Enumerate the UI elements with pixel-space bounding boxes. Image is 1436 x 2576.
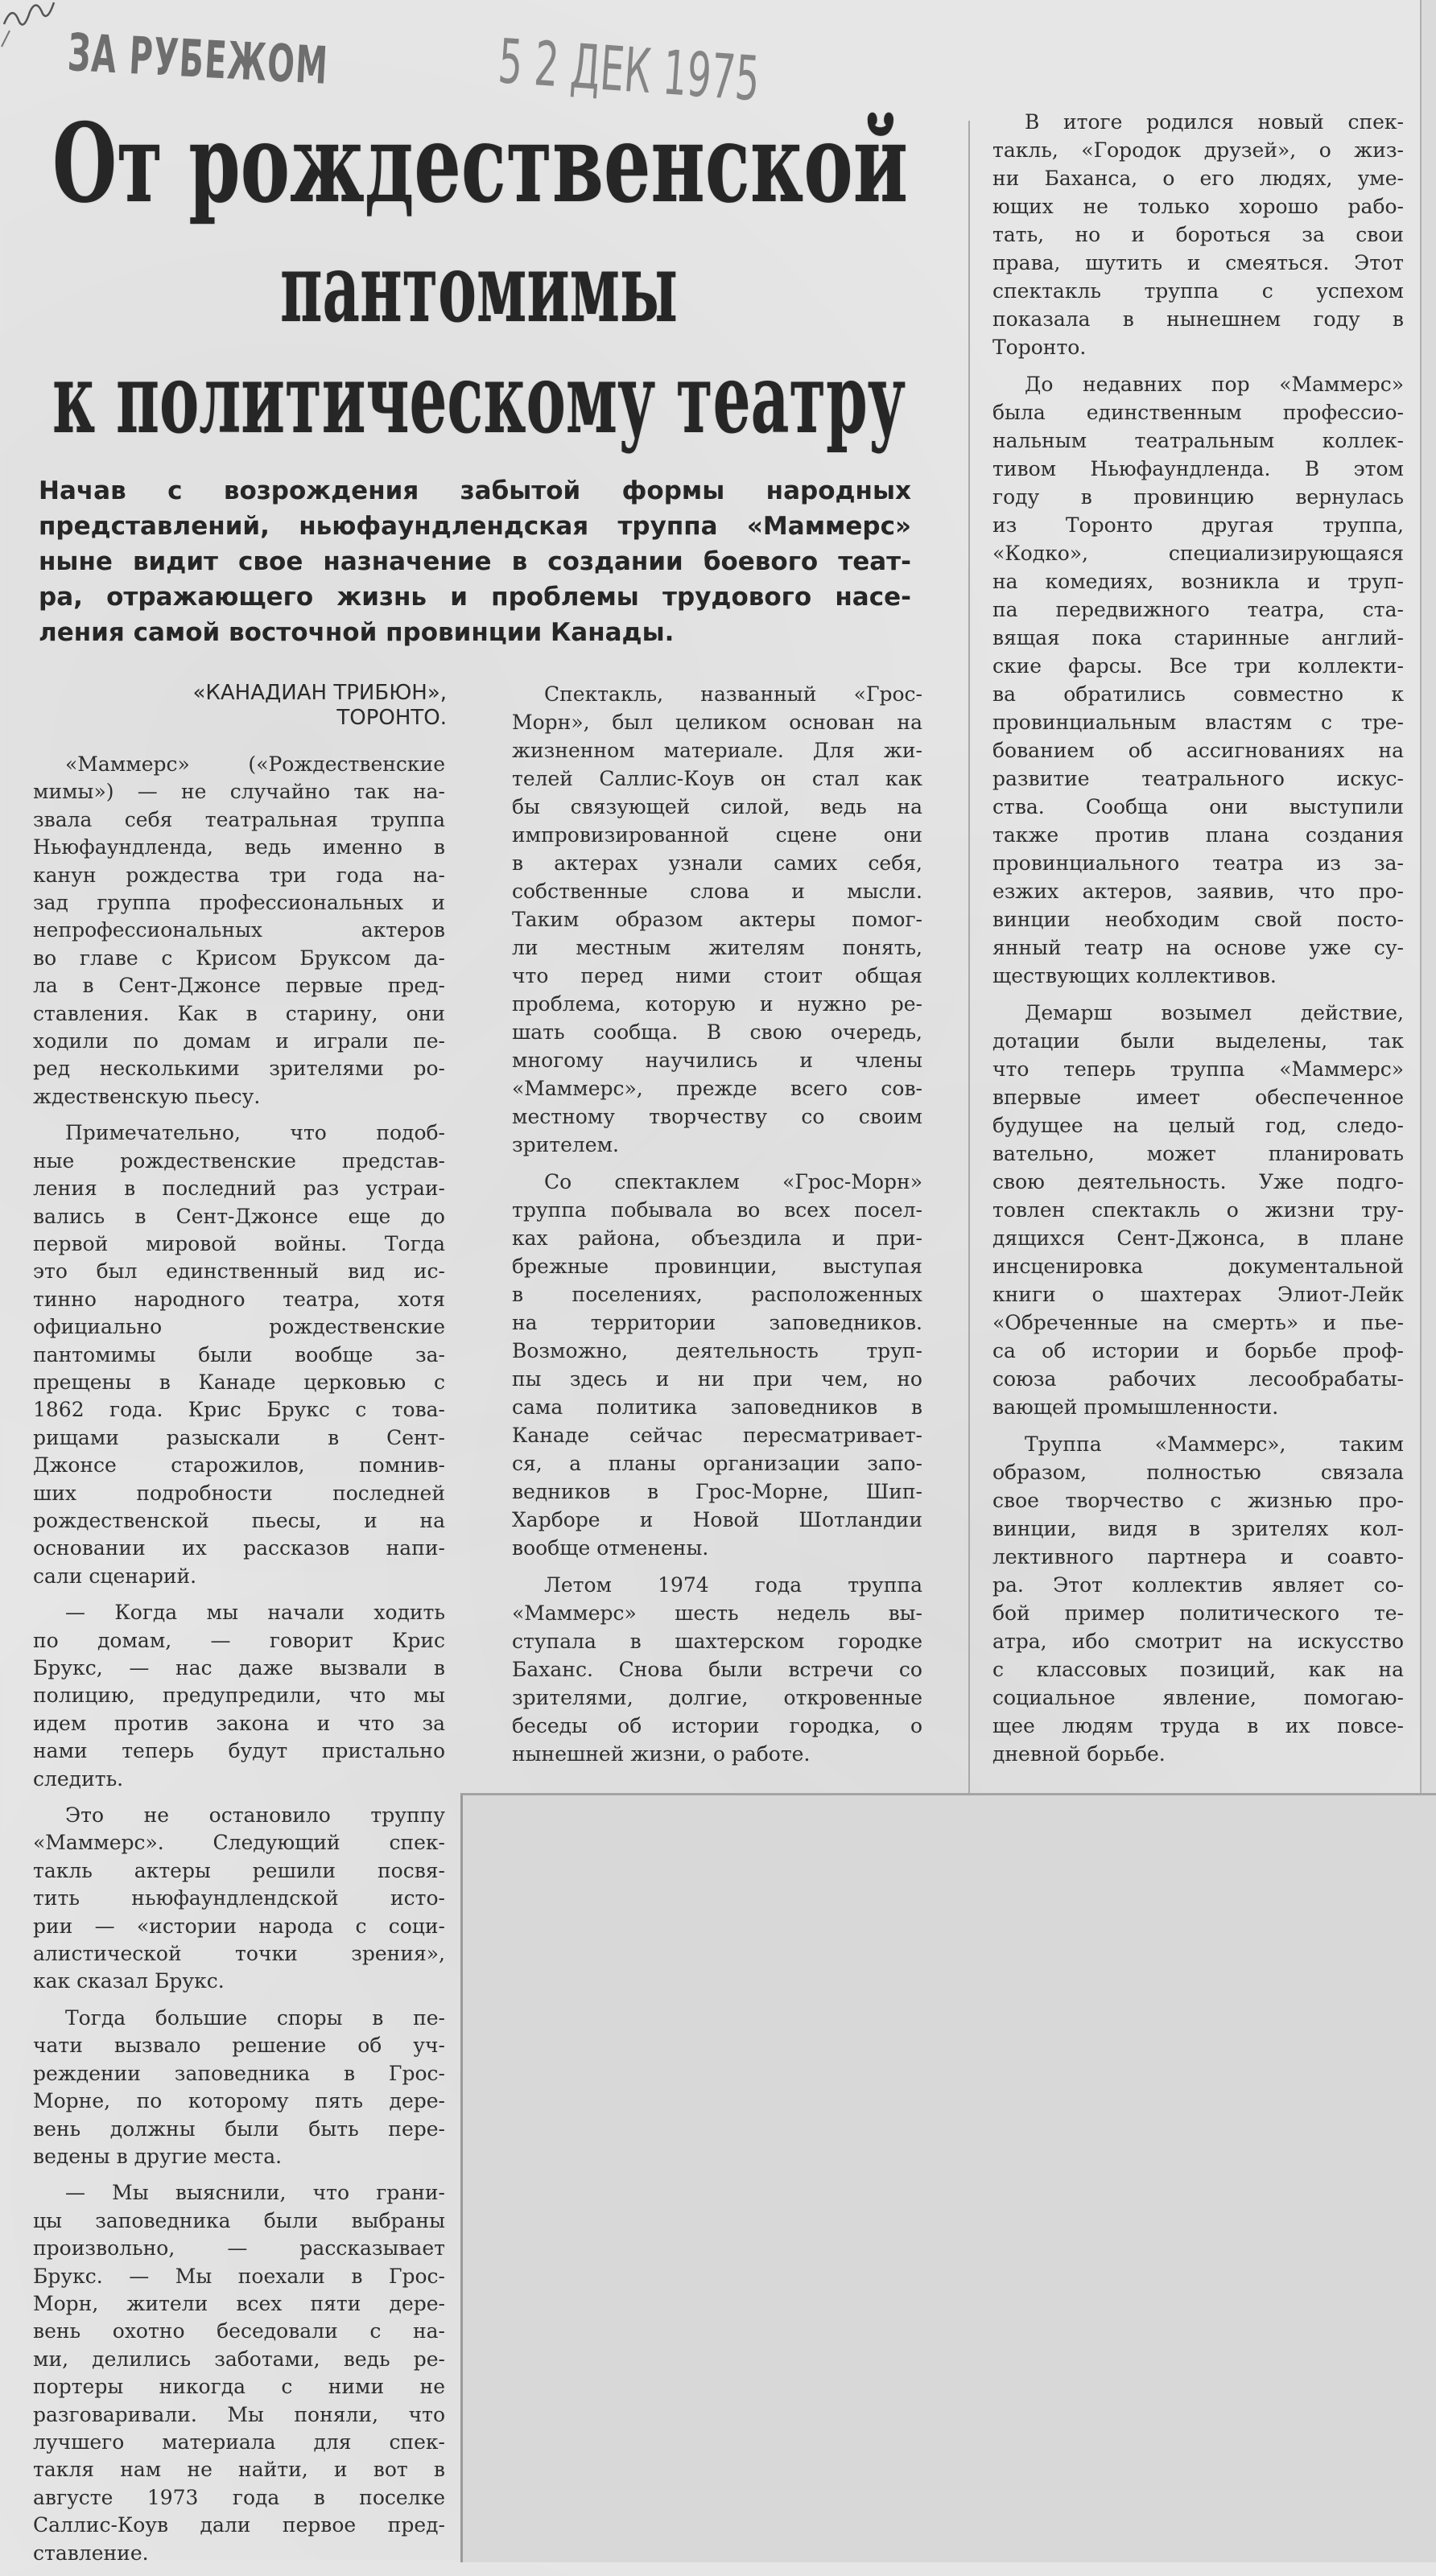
text-line: ставления. Как в старину, они [33, 1001, 445, 1025]
text-line: что теперь труппа «Маммерс» [992, 1057, 1404, 1081]
headline-line-1: От рождественской [52, 99, 908, 227]
text-line: Морн», был целиком основан на [512, 711, 922, 734]
paragraph [33, 1802, 445, 1996]
text-line: рии — «истории народа с соци- [33, 1914, 445, 1938]
text-line: нами теперь будут пристально [33, 1739, 445, 1763]
text-line: чати вызвало решение об уч- [33, 2034, 445, 2058]
text-line: ли местным жителям понять, [512, 936, 922, 959]
text-line: ления в последний раз устраи- [33, 1177, 445, 1201]
text-line: ные рождественские представ- [33, 1148, 445, 1173]
paragraph [33, 2179, 445, 2567]
text-line: «Кодко», специализирующаяся [992, 542, 1404, 565]
lead-line: ныне видит свое назначение в создании боевого теат- [39, 547, 911, 576]
text-line: идем против закона и что за [33, 1711, 445, 1735]
text-line: следить. [33, 1766, 124, 1791]
text-line: импровизированной сцене они [512, 823, 922, 847]
text-line: ла в Сент-Джонсе первые пред- [33, 974, 445, 998]
text-line: вень охотно беседовали с на- [33, 2319, 445, 2343]
text-line: разговаривали. Мы поняли, что [33, 2402, 445, 2426]
handwriting-mark [0, 0, 64, 48]
text-line: ступала в шахтерском городке [512, 1630, 922, 1653]
text-line: тать, но и бороться за свои [992, 223, 1404, 246]
text-line: лективного партнера и соавто- [992, 1545, 1404, 1568]
text-line: Баханс. Снова были встречи со [512, 1658, 922, 1681]
text-line: ми, делились заботами, ведь ре- [33, 2347, 445, 2371]
text-line: дотации были выделены, так [992, 1029, 1404, 1053]
clipping-right-edge [1420, 0, 1436, 1793]
text-line: ждественскую пьесу. [33, 1084, 261, 1108]
text-line: такль, «Городок друзей», о жиз- [992, 138, 1404, 162]
text-line: ществующих коллективов. [992, 964, 1277, 987]
text-line: такля нам не найти, и вот в [33, 2458, 445, 2482]
text-line: провинциальным властям с тре- [992, 711, 1404, 734]
text-line: полицию, предупредили, что мы [33, 1684, 445, 1708]
text-line: впервые имеет обеспеченное [992, 1086, 1404, 1109]
text-line: Возможно, деятельность труп- [512, 1339, 922, 1362]
text-line: тить ньюфаундлендской исто- [33, 1886, 445, 1910]
text-line: езжих актеров, заявив, что про- [992, 880, 1404, 903]
text-line: бой пример политического те- [992, 1601, 1404, 1625]
text-line: мимы») — не случайно так на- [33, 780, 445, 804]
text-line: ред несколькими зрителями ро- [33, 1057, 445, 1081]
text-line: образом, полностью связала [992, 1461, 1404, 1484]
column-rule [968, 121, 970, 1793]
text-line: В итоге родился новый спек- [1025, 110, 1404, 134]
text-line: ства. Сообща они выступили [992, 795, 1404, 818]
text-line: из Торонто другая труппа, [992, 513, 1404, 537]
text-line: вящая пока старинные англий- [992, 626, 1404, 649]
text-line: ставление. [33, 2541, 149, 2565]
text-line: цы заповедника были выбраны [33, 2208, 445, 2232]
text-line: Ньюфаундленда, ведь именно в [33, 835, 445, 859]
text-line: нынешней жизни, о работе. [512, 1742, 811, 1766]
text-line: Тогда большие споры в пе- [65, 2005, 445, 2030]
text-line: шать сообща. В свою очередь, [512, 1020, 922, 1044]
text-line: спектакль труппа с успехом [992, 279, 1404, 303]
source-publication: «КАНАДИАН ТРИБЮН», [192, 681, 447, 705]
lead-line: ления самой восточной провинции Канады. [39, 618, 675, 647]
source-city: ТОРОНТО. [336, 706, 447, 730]
text-line: году в провинцию вернулась [992, 485, 1404, 509]
text-line: «Маммерс» шесть недель вы- [512, 1601, 922, 1625]
paragraph [33, 1599, 445, 1793]
paragraph [512, 1571, 922, 1768]
text-line: официально рождественские [33, 1315, 445, 1339]
text-line: сали сценарий. [33, 1564, 197, 1588]
text-line: звала себя театральная труппа [33, 807, 445, 831]
source-attribution [121, 681, 447, 731]
lead-line: ра, отражающего жизнь и проблемы трудового насе- [39, 583, 911, 612]
paragraph [33, 1119, 445, 1590]
text-line: показала в нынешнем году в [992, 307, 1404, 331]
text-line: брежные провинции, выступая [512, 1255, 922, 1278]
text-line: прещены в Канаде церковью с [33, 1370, 445, 1394]
text-line: это был единственный вид ис- [33, 1259, 445, 1284]
paragraph [992, 999, 1404, 1421]
text-line: ни Баханса, о его людях, уме- [992, 167, 1404, 190]
text-line: рищами разыскали в Сент- [33, 1425, 445, 1449]
text-line: са об истории и борьбе проф- [992, 1339, 1404, 1362]
text-line: канун рождества три года на- [33, 863, 445, 887]
text-line: беседы об истории городка, о [512, 1714, 922, 1737]
text-line: винции, видя в зрителях кол- [992, 1517, 1404, 1540]
text-line: во главе с Крисом Бруксом да- [33, 946, 445, 970]
text-line: Джонсе старожилов, помнив- [33, 1453, 445, 1478]
paragraph [512, 1168, 922, 1562]
paragraph [992, 1430, 1404, 1768]
text-line: дневной борьбе. [992, 1742, 1166, 1766]
text-line: вообще отменены. [512, 1536, 709, 1560]
text-line: атра, ибо смотрит на искусство [992, 1630, 1404, 1653]
text-line: многому научились и члены [512, 1049, 922, 1072]
text-line: ках района, объездила и при- [512, 1226, 922, 1250]
text-line: зад группа профессиональных и [33, 891, 445, 915]
text-line: труппа побывала во всех посел- [512, 1198, 922, 1222]
text-line: — Мы выяснили, что грани- [65, 2181, 445, 2205]
text-line: «Маммерс». Следующий спек- [33, 1831, 445, 1855]
text-line: янный театр на основе уже су- [992, 936, 1404, 959]
text-line: основании их рассказов напи- [33, 1536, 445, 1560]
text-line: союза рабочих лесообрабаты- [992, 1367, 1404, 1391]
text-line: Харборе и Новой Шотландии [512, 1508, 922, 1531]
text-line: по домам, — говорит Крис [33, 1628, 445, 1652]
text-line: как сказал Брукс. [33, 1969, 225, 1993]
text-line: «Маммерс» («Рождественские [65, 752, 445, 776]
text-line: такль актеры решили посвя- [33, 1858, 445, 1882]
text-line: ходили по домам и играли пе- [33, 1029, 445, 1053]
text-line: портеры никогда с ними не [33, 2375, 445, 2399]
text-line: в актерах узнали самих себя, [512, 851, 922, 875]
lead-paragraph [39, 473, 911, 650]
headline-line-2: пантомимы [280, 232, 678, 344]
section-stamp: ЗА РУБЕЖОМ [66, 23, 330, 97]
text-line: Демарш возымел действие, [1025, 1001, 1404, 1024]
text-line: Канаде сейчас пересматривает- [512, 1424, 922, 1447]
text-line: Со спектаклем «Грос-Морн» [544, 1170, 922, 1193]
text-line: пы здесь и ни при чем, но [512, 1367, 922, 1391]
text-line: ские фарсы. Все три коллекти- [992, 654, 1404, 678]
headline-line-3: к политическому театру [52, 342, 906, 455]
text-line: на комедиях, возникла и труп- [992, 570, 1404, 593]
text-line: бованием об ассигнованиях на [992, 739, 1404, 762]
text-line: Спектакль, названный «Грос- [544, 682, 922, 706]
text-line: будущее на целый год, следо- [992, 1114, 1404, 1137]
text-line: бы связующей силой, ведь на [512, 795, 922, 818]
paragraph [33, 2005, 445, 2170]
text-line: лучшего материала для спек- [33, 2430, 445, 2454]
text-line: вались в Сент-Джонсе еще до [33, 1204, 445, 1228]
text-line: свою деятельность. Уже подго- [992, 1170, 1404, 1193]
text-line: Саллис-Коув дали первое пред- [33, 2513, 445, 2537]
underlying-paper [460, 1793, 1436, 2562]
text-line: Летом 1974 года труппа [544, 1573, 922, 1597]
lead-line: представлений, ньюфаундлендская труппа «Маммерс» [39, 512, 911, 541]
text-line: собственные слова и мысли. [512, 880, 922, 903]
text-line: жизненном материале. Для жи- [512, 739, 922, 762]
text-line: в поселениях, расположенных [512, 1283, 922, 1306]
lead-line: Начав с возрождения забытой формы народных [39, 476, 911, 505]
text-line: товлен спектакль о жизни тру- [992, 1198, 1404, 1222]
paragraph [992, 370, 1404, 990]
text-line: зрителями, долгие, откровенные [512, 1686, 922, 1709]
text-line: с классовых позиций, как на [992, 1658, 1404, 1681]
article-column-2 [512, 680, 922, 1777]
paragraph [33, 751, 445, 1111]
text-line: вень должны были быть пере- [33, 2116, 445, 2141]
text-line: также против плана создания [992, 823, 1404, 847]
text-line: рождественской пьесы, и на [33, 1508, 445, 1532]
text-line: щее людям труда в их повсе- [992, 1714, 1404, 1737]
text-line: что перед ними стоит общая [512, 964, 922, 987]
text-line: на территории заповедников. [512, 1311, 922, 1334]
text-line: Морн, жители всех пяти дере- [33, 2291, 445, 2315]
text-line: Таким образом актеры помог- [512, 908, 922, 931]
text-line: непрофессиональных актеров [33, 918, 445, 942]
text-line: винции необходим свой посто- [992, 908, 1404, 931]
text-line: ведников в Грос-Морне, Шип- [512, 1480, 922, 1503]
paragraph [512, 680, 922, 1159]
text-line: Морне, по которому пять дере- [33, 2089, 445, 2113]
text-line: Брукс, — нас даже вызвали в [33, 1656, 445, 1680]
text-line: 1862 года. Крис Брукс с това- [33, 1398, 445, 1422]
text-line: Труппа «Маммерс», таким [1025, 1432, 1404, 1456]
text-line: «Обреченные на смерть» и пье- [992, 1311, 1404, 1334]
text-line: зрителем. [512, 1133, 619, 1156]
article-column-1 [33, 751, 445, 2576]
text-line: вательно, может планировать [992, 1142, 1404, 1165]
text-line: Брукс. — Мы поехали в Грос- [33, 2264, 445, 2288]
text-line: «Маммерс», прежде всего сов- [512, 1077, 922, 1100]
text-line: па передвижного театра, ста- [992, 598, 1404, 621]
text-line: ра. Этот коллектив являет со- [992, 1573, 1404, 1597]
text-line: развитие театрального искус- [992, 767, 1404, 790]
text-line: ведены в другие места. [33, 2144, 283, 2168]
text-line: тинно народного театра, хотя [33, 1287, 445, 1311]
paragraph [992, 108, 1404, 361]
text-line: была единственным профессио- [992, 401, 1404, 424]
text-line: пантомимы были вообще за- [33, 1342, 445, 1366]
text-line: нальным театральным коллек- [992, 429, 1404, 452]
text-line: ших подробности последней [33, 1481, 445, 1505]
text-line: провинциального театра из за- [992, 851, 1404, 875]
text-line: ющих не только хорошо рабо- [992, 195, 1404, 218]
text-line: ва обратились совместно к [992, 682, 1404, 706]
text-line: права, шутить и смеяться. Этот [992, 251, 1404, 274]
text-line: вающей промышленности. [992, 1395, 1279, 1419]
text-line: августе 1973 года в поселке [33, 2485, 445, 2509]
text-line: социальное явление, помогаю- [992, 1686, 1404, 1709]
text-line: Это не остановило труппу [65, 1803, 445, 1828]
article-column-3 [992, 108, 1404, 1777]
text-line: первой мировой войны. Тогда [33, 1231, 445, 1255]
text-line: реждении заповедника в Грос- [33, 2061, 445, 2085]
text-line: телей Саллис-Коув он стал как [512, 767, 922, 790]
text-line: дящихся Сент-Джонса, в плане [992, 1226, 1404, 1250]
text-line: сама политика заповедников в [512, 1395, 922, 1419]
text-line: Примечательно, что подоб- [65, 1121, 445, 1145]
date-stamp: 5 2 ДЕК 1975 [496, 25, 762, 115]
text-line: алистической точки зрения», [33, 1942, 445, 1966]
text-line: Торонто. [992, 336, 1087, 359]
text-line: — Когда мы начали ходить [65, 1601, 445, 1625]
text-line: произвольно, — рассказывает [33, 2236, 445, 2261]
text-line: книги о шахтерах Элиот-Лейк [992, 1283, 1404, 1306]
text-line: местному творчеству со своим [512, 1105, 922, 1128]
text-line: До недавних пор «Маммерс» [1025, 373, 1404, 396]
text-line: ся, а планы организации запо- [512, 1452, 922, 1475]
text-line: проблема, которую и нужно ре- [512, 992, 922, 1016]
text-line: свое творчество с жизнью про- [992, 1489, 1404, 1512]
text-line: тивом Ньюфаундленда. В этом [992, 457, 1404, 480]
text-line: инсценировка документальной [992, 1255, 1404, 1278]
